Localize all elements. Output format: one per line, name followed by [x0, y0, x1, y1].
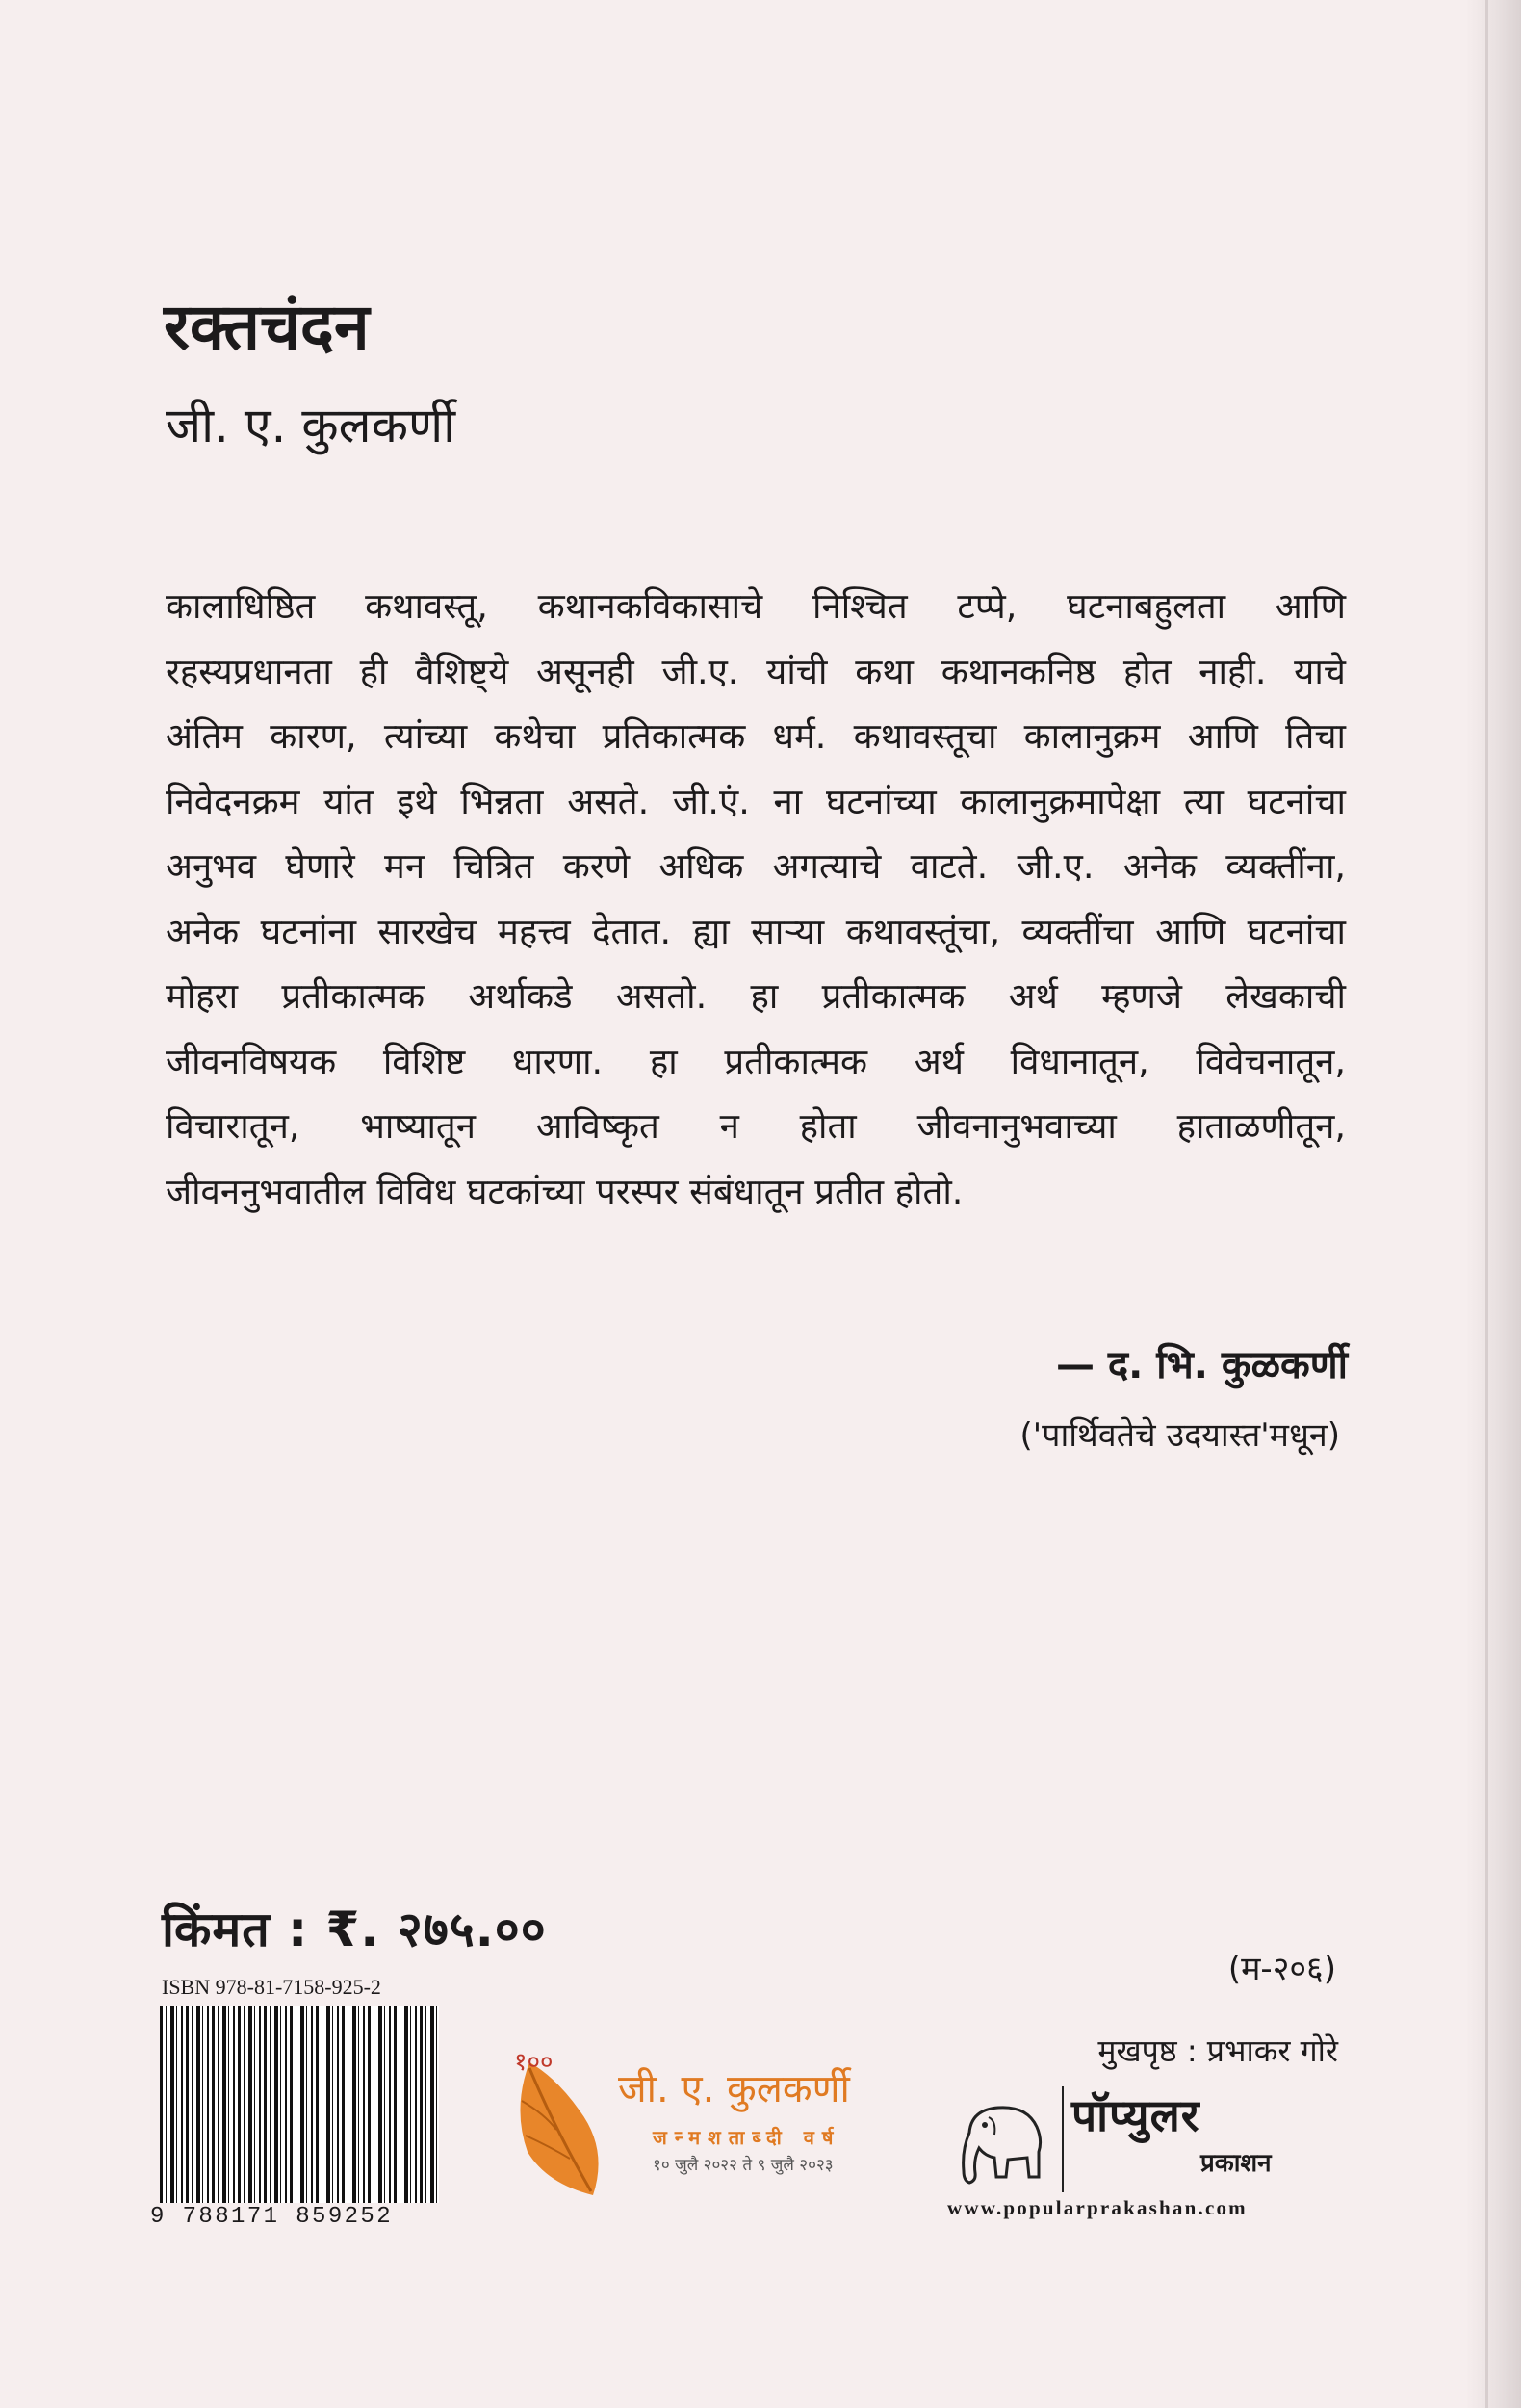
cover-design-credit: मुखपृष्ठ : प्रभाकर गोरे — [1097, 2033, 1338, 2069]
blurb-line: अनेक घटनांना सारखेच महत्त्व देतात. ह्या साऱ्या कथावस्तूंचा, व्यक्तींचा आणि घटनांचा — [166, 910, 1346, 952]
publisher-logo — [948, 2075, 1353, 2200]
centenary-name: जी. ए. कुलकर्णी — [618, 2067, 850, 2111]
leaf-emblem-icon — [501, 2051, 614, 2195]
elephant-icon — [950, 2096, 1056, 2192]
blurb-line: अंतिम कारण, त्यांच्या कथेचा प्रतिकात्मक धर्म. कथावस्तूचा कालानुक्रम आणि तिचा — [166, 715, 1346, 757]
centenary-dates: १० जुलै २०२२ ते ९ जुलै २०२३ — [653, 2156, 834, 2175]
blurb-line: जीवननुभवातील विविध घटकांच्या परस्पर संबंधातून प्रतीत होतो. — [166, 1170, 964, 1212]
barcode-digits: 9 788171 859252 — [150, 2204, 394, 2230]
publisher-subtitle: प्रकाशन — [1200, 2149, 1272, 2178]
blurb-line: जीवनविषयक विशिष्ट धारणा. हा प्रतीकात्मक अर्थ विधानातून, विवेचनातून, — [166, 1040, 1346, 1082]
blurb-line: अनुभव घेणारे मन चित्रित करणे अधिक अगत्याचे वाटते. जी.ए. अनेक व्यक्तींना, — [166, 845, 1346, 887]
blurb-line: निवेदनक्रम यांत इथे भिन्नता असते. जी.एं. ना घटनांच्या कालानुक्रमापेक्षा त्या घटनांचा — [166, 780, 1346, 822]
blurb-line: कालाधिष्ठित कथावस्तू, कथानकविकासाचे निश्चित टप्पे, घटनाबहुलता आणि — [166, 585, 1346, 627]
publisher-name: पॉप्युलर — [1071, 2089, 1200, 2141]
price-label: किंमत : ₹. २७५.०० — [162, 1902, 547, 1957]
book-spine-crease — [1485, 0, 1488, 2408]
centenary-numeral: १०० — [514, 2051, 554, 2077]
blurb-paragraph — [166, 574, 1346, 1224]
blurb-attribution: — द. भि. कुळकर्णी — [1055, 1343, 1348, 1387]
book-author: जी. ए. कुलकर्णी — [166, 398, 456, 453]
publisher-divider — [1062, 2086, 1064, 2192]
catalog-code: (म-२०६) — [1227, 1950, 1336, 1988]
blurb-source: ('पार्थिवतेचे उदयास्त'मधून) — [1019, 1416, 1340, 1455]
centenary-logo — [491, 2012, 915, 2214]
blurb-line: रहस्यप्रधानता ही वैशिष्ट्ये असूनही जी.ए. यांची कथा कथानकनिष्ठ होत नाही. याचे — [166, 650, 1346, 692]
book-spine-shadow — [1465, 0, 1521, 2408]
isbn-text: ISBN 978-81-7158-925-2 — [162, 1975, 381, 1999]
book-title: रक्तचंदन — [164, 290, 370, 364]
blurb-line: विचारातून, भाष्यातून आविष्कृत न होता जीवनानुभवाच्या हाताळणीतून, — [166, 1105, 1346, 1147]
blurb-line: मोहरा प्रतीकात्मक अर्थाकडे असतो. हा प्रतीकात्मक अर्थ म्हणजे लेखकाची — [166, 975, 1346, 1017]
centenary-subtitle: जन्मशताब्दी वर्ष — [653, 2126, 841, 2149]
isbn-barcode — [160, 2006, 439, 2203]
publisher-website: www.popularprakashan.com — [947, 2196, 1248, 2219]
